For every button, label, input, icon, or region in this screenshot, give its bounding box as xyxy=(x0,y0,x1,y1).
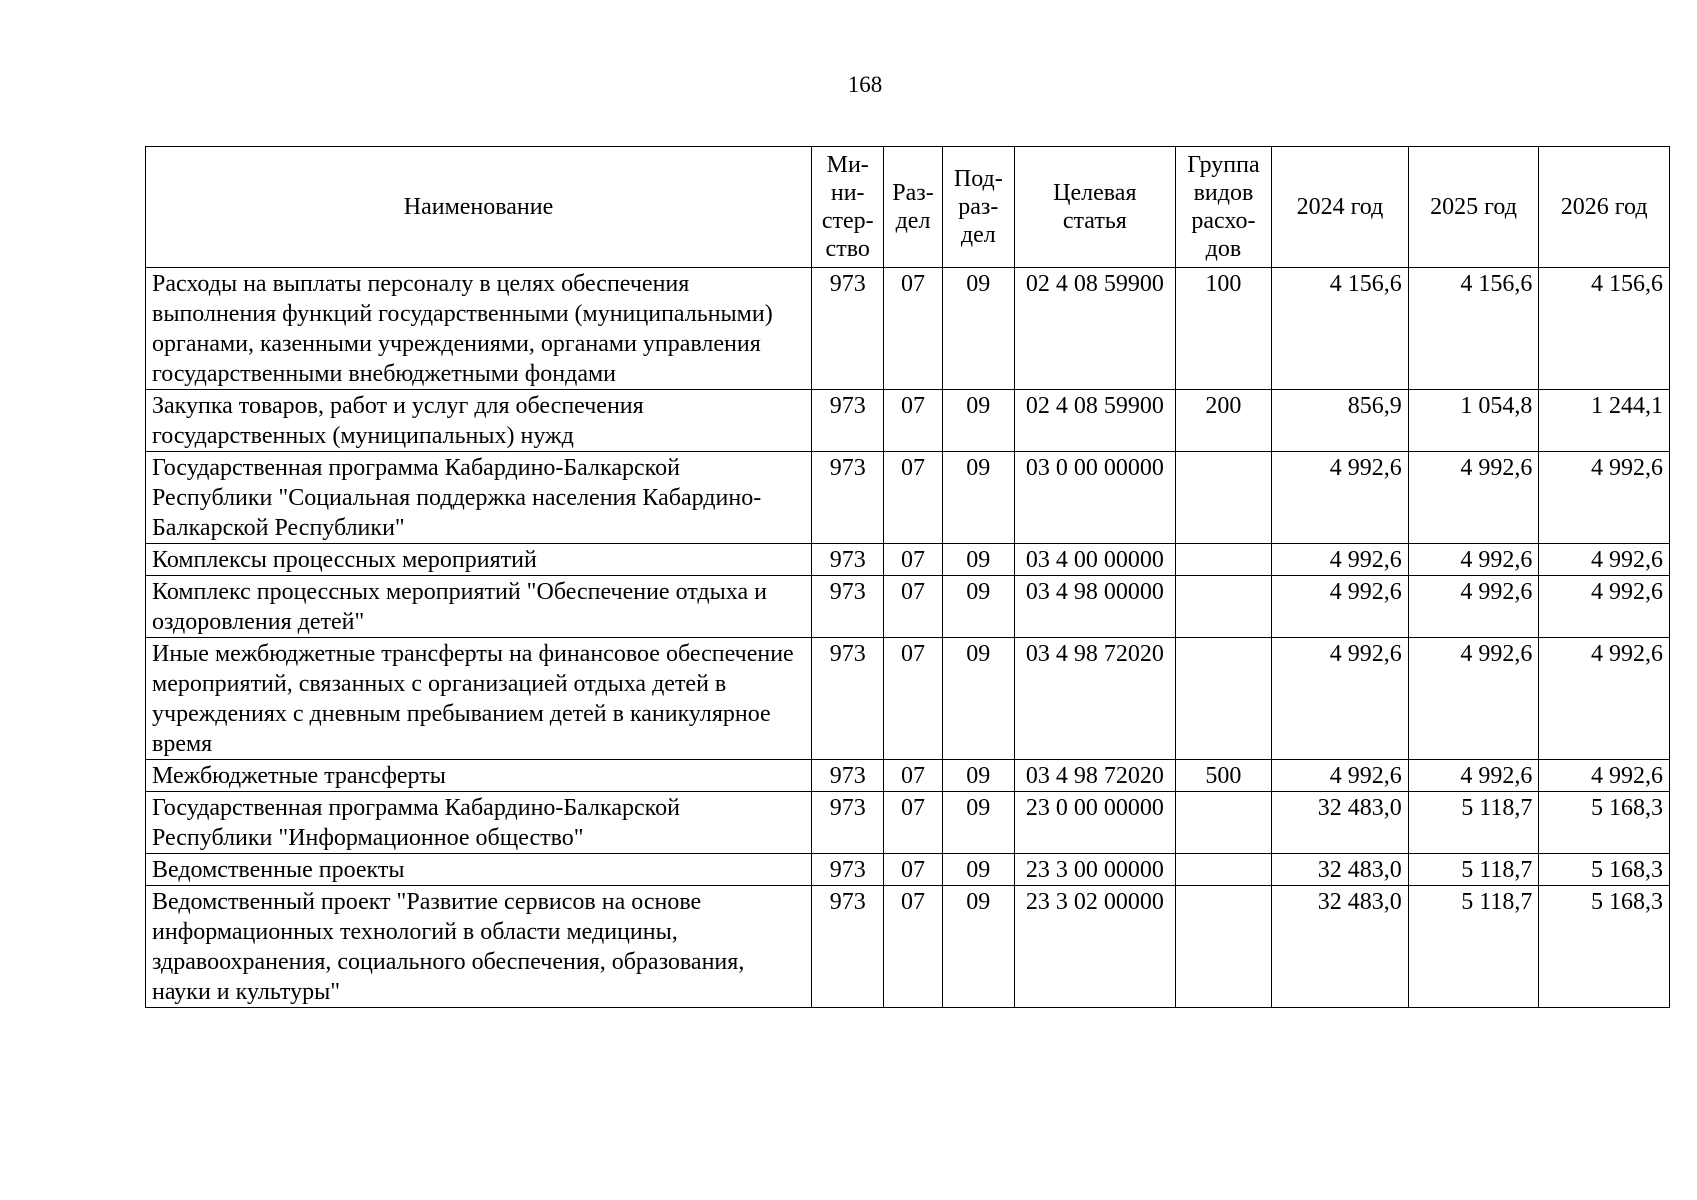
cell-target-article: 03 0 00 00000 xyxy=(1014,452,1175,544)
cell-target-article: 03 4 98 72020 xyxy=(1014,638,1175,760)
cell-ministry: 973 xyxy=(812,544,884,576)
table-row xyxy=(146,390,1670,452)
cell-target-article: 23 0 00 00000 xyxy=(1014,792,1175,854)
cell-2026: 4 992,6 xyxy=(1539,576,1670,638)
table-body xyxy=(146,268,1670,1008)
cell-expense-group xyxy=(1175,792,1271,854)
cell-name: Межбюджетные трансферты xyxy=(146,760,812,792)
cell-section: 07 xyxy=(884,452,942,544)
header-section: Раз- дел xyxy=(884,147,942,268)
cell-2024: 4 992,6 xyxy=(1272,760,1409,792)
cell-section: 07 xyxy=(884,760,942,792)
cell-subsection: 09 xyxy=(942,268,1014,390)
cell-expense-group: 200 xyxy=(1175,390,1271,452)
table-row xyxy=(146,760,1670,792)
budget-table xyxy=(145,146,1670,1008)
cell-expense-group: 100 xyxy=(1175,268,1271,390)
cell-subsection: 09 xyxy=(942,576,1014,638)
cell-section: 07 xyxy=(884,886,942,1008)
cell-name: Государственная программа Кабардино-Балкарской Республики "Социальная поддержка населения Кабардино-Балкарской Республики" xyxy=(146,452,812,544)
table-row xyxy=(146,886,1670,1008)
header-name: Наименование xyxy=(146,147,812,268)
cell-subsection: 09 xyxy=(942,886,1014,1008)
header-subsection: Под- раз- дел xyxy=(942,147,1014,268)
cell-name: Ведомственный проект "Развитие сервисов на основе информационных технологий в области медицины, здравоохранения, социального обеспечения, образования, науки и культуры" xyxy=(146,886,812,1008)
cell-section: 07 xyxy=(884,854,942,886)
cell-target-article: 03 4 98 72020 xyxy=(1014,760,1175,792)
cell-2025: 4 992,6 xyxy=(1408,544,1539,576)
cell-2024: 4 992,6 xyxy=(1272,544,1409,576)
cell-section: 07 xyxy=(884,268,942,390)
cell-2025: 4 992,6 xyxy=(1408,576,1539,638)
cell-subsection: 09 xyxy=(942,792,1014,854)
cell-ministry: 973 xyxy=(812,886,884,1008)
cell-2024: 32 483,0 xyxy=(1272,886,1409,1008)
cell-2026: 5 168,3 xyxy=(1539,854,1670,886)
header-2024: 2024 год xyxy=(1272,147,1409,268)
cell-2026: 5 168,3 xyxy=(1539,792,1670,854)
cell-2025: 4 992,6 xyxy=(1408,638,1539,760)
cell-name: Ведомственные проекты xyxy=(146,854,812,886)
cell-subsection: 09 xyxy=(942,854,1014,886)
cell-name: Расходы на выплаты персоналу в целях обеспечения выполнения функций государственными (муниципальными) органами, казенными учреждениями, органами управления государственными внебюджетными фондами xyxy=(146,268,812,390)
cell-expense-group xyxy=(1175,638,1271,760)
table-row xyxy=(146,638,1670,760)
cell-2024: 32 483,0 xyxy=(1272,792,1409,854)
cell-ministry: 973 xyxy=(812,268,884,390)
cell-2025: 5 118,7 xyxy=(1408,886,1539,1008)
cell-name: Комплекс процессных мероприятий "Обеспечение отдыха и оздоровления детей" xyxy=(146,576,812,638)
cell-2026: 1 244,1 xyxy=(1539,390,1670,452)
cell-name: Государственная программа Кабардино-Балкарской Республики "Информационное общество" xyxy=(146,792,812,854)
cell-2026: 4 992,6 xyxy=(1539,638,1670,760)
cell-ministry: 973 xyxy=(812,854,884,886)
cell-2025: 5 118,7 xyxy=(1408,854,1539,886)
table-row xyxy=(146,268,1670,390)
cell-subsection: 09 xyxy=(942,452,1014,544)
cell-subsection: 09 xyxy=(942,638,1014,760)
cell-2025: 1 054,8 xyxy=(1408,390,1539,452)
table-header xyxy=(146,147,1670,268)
cell-target-article: 23 3 02 00000 xyxy=(1014,886,1175,1008)
cell-section: 07 xyxy=(884,390,942,452)
cell-2024: 32 483,0 xyxy=(1272,854,1409,886)
page-number: 168 xyxy=(847,72,883,97)
cell-target-article: 02 4 08 59900 xyxy=(1014,268,1175,390)
cell-2026: 4 992,6 xyxy=(1539,544,1670,576)
cell-2024: 856,9 xyxy=(1272,390,1409,452)
header-ministry: Ми- ни- стер- ство xyxy=(812,147,884,268)
cell-ministry: 973 xyxy=(812,792,884,854)
cell-target-article: 02 4 08 59900 xyxy=(1014,390,1175,452)
cell-2025: 5 118,7 xyxy=(1408,792,1539,854)
cell-section: 07 xyxy=(884,544,942,576)
cell-ministry: 973 xyxy=(812,638,884,760)
table-row xyxy=(146,452,1670,544)
cell-2026: 4 992,6 xyxy=(1539,452,1670,544)
header-row xyxy=(146,147,1670,268)
header-target-article: Целевая статья xyxy=(1014,147,1175,268)
cell-name: Комплексы процессных мероприятий xyxy=(146,544,812,576)
cell-2025: 4 992,6 xyxy=(1408,452,1539,544)
cell-section: 07 xyxy=(884,576,942,638)
cell-expense-group xyxy=(1175,886,1271,1008)
header-2026: 2026 год xyxy=(1539,147,1670,268)
cell-2025: 4 992,6 xyxy=(1408,760,1539,792)
cell-2024: 4 992,6 xyxy=(1272,638,1409,760)
cell-name: Иные межбюджетные трансферты на финансовое обеспечение мероприятий, связанных с организацией отдыха детей в учреждениях с дневным пребыванием детей в каникулярное время xyxy=(146,638,812,760)
cell-2025: 4 156,6 xyxy=(1408,268,1539,390)
cell-expense-group: 500 xyxy=(1175,760,1271,792)
cell-target-article: 03 4 98 00000 xyxy=(1014,576,1175,638)
cell-subsection: 09 xyxy=(942,390,1014,452)
cell-expense-group xyxy=(1175,854,1271,886)
table-row xyxy=(146,576,1670,638)
cell-subsection: 09 xyxy=(942,760,1014,792)
cell-subsection: 09 xyxy=(942,544,1014,576)
cell-target-article: 03 4 00 00000 xyxy=(1014,544,1175,576)
header-expense-group: Группа видов расхо- дов xyxy=(1175,147,1271,268)
cell-ministry: 973 xyxy=(812,390,884,452)
cell-2026: 4 992,6 xyxy=(1539,760,1670,792)
cell-expense-group xyxy=(1175,576,1271,638)
header-2025: 2025 год xyxy=(1408,147,1539,268)
cell-ministry: 973 xyxy=(812,576,884,638)
cell-2024: 4 992,6 xyxy=(1272,452,1409,544)
cell-2026: 5 168,3 xyxy=(1539,886,1670,1008)
table-row xyxy=(146,544,1670,576)
table-row xyxy=(146,854,1670,886)
cell-expense-group xyxy=(1175,544,1271,576)
cell-2024: 4 992,6 xyxy=(1272,576,1409,638)
cell-2024: 4 156,6 xyxy=(1272,268,1409,390)
cell-ministry: 973 xyxy=(812,452,884,544)
cell-expense-group xyxy=(1175,452,1271,544)
cell-name: Закупка товаров, работ и услуг для обеспечения государственных (муниципальных) нужд xyxy=(146,390,812,452)
cell-target-article: 23 3 00 00000 xyxy=(1014,854,1175,886)
cell-ministry: 973 xyxy=(812,760,884,792)
cell-section: 07 xyxy=(884,638,942,760)
cell-section: 07 xyxy=(884,792,942,854)
table-row xyxy=(146,792,1670,854)
cell-2026: 4 156,6 xyxy=(1539,268,1670,390)
